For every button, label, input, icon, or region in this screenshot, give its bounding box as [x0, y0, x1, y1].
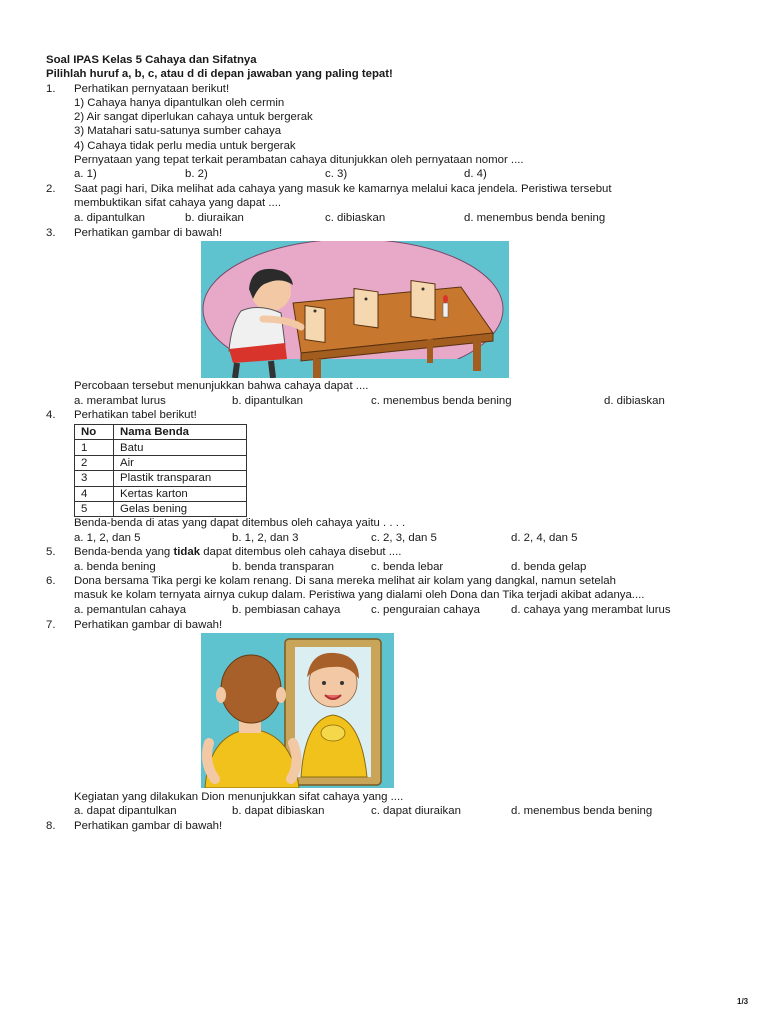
q2-option-a: a. dipantulkan [74, 212, 145, 224]
q4-option-d: d. 2, 4, dan 5 [511, 532, 578, 544]
q7-option-b: b. dapat dibiaskan [232, 805, 325, 817]
objects-table [74, 424, 247, 517]
q4-option-c: c. 2, 3, dan 5 [371, 532, 437, 544]
q5-text-after: dapat ditembus oleh cahaya disebut .... [200, 546, 402, 558]
q6-option-b: b. pembiasan cahaya [232, 604, 341, 616]
table-row [75, 486, 247, 501]
q2-text: membuktikan sifat cahaya yang dapat .... [74, 197, 282, 209]
q5-text-bold: tidak [173, 546, 201, 558]
q4-text: Perhatikan tabel berikut! [74, 409, 197, 421]
table-row [75, 455, 247, 470]
q2-option-b: b. diuraikan [185, 212, 244, 224]
q5-text-before: Benda-benda yang [74, 546, 174, 558]
table-header-row [75, 425, 247, 440]
q1-statement: 4) Cahaya tidak perlu media untuk bergerak [74, 140, 296, 152]
q7-question: Kegiatan yang dilakukan Dion menunjukkan sifat cahaya yang .... [74, 791, 404, 803]
table-cell-no: 1 [75, 440, 114, 455]
table-row [75, 440, 247, 455]
q1-statement: 3) Matahari satu-satunya sumber cahaya [74, 125, 282, 137]
table-cell-name: Kertas karton [114, 486, 247, 501]
table-cell-name: Batu [114, 440, 247, 455]
q6-option-a: a. pemantulan cahaya [74, 604, 187, 616]
table-cell-no: 5 [75, 501, 114, 516]
table-cell-no: 3 [75, 471, 114, 486]
q6-number: 6. [46, 575, 56, 587]
q7-figure [201, 633, 394, 788]
q4-number: 4. [46, 409, 56, 421]
q2-option-d: d. menembus benda bening [464, 212, 606, 224]
q1-option-b: b. 2) [185, 168, 208, 180]
q3-figure [201, 241, 509, 378]
q1-option-c: c. 3) [325, 168, 348, 180]
q4-option-a: a. 1, 2, dan 5 [74, 532, 141, 544]
table-cell-name: Gelas bening [114, 501, 247, 516]
table-header-name: Nama Benda [114, 425, 247, 440]
table-cell-no: 4 [75, 486, 114, 501]
q5-option-d: d. benda gelap [511, 561, 587, 573]
q1-question: Pernyataan yang tepat terkait perambatan cahaya ditunjukkan oleh pernyataan nomor .... [74, 154, 524, 166]
q5-option-b: b. benda transparan [232, 561, 334, 573]
q1-text: Perhatikan pernyataan berikut! [74, 83, 230, 95]
page-title: Soal IPAS Kelas 5 Cahaya dan Sifatnya [46, 54, 257, 66]
q3-option-a: a. merambat lurus [74, 395, 166, 407]
q3-option-d: d. dibiaskan [604, 395, 665, 407]
q7-option-a: a. dapat dipantulkan [74, 805, 177, 817]
q6-text: Dona bersama Tika pergi ke kolam renang. Di sana mereka melihat air kolam yang dangkal, namun setelah [74, 575, 616, 587]
q1-statement: 1) Cahaya hanya dipantulkan oleh cermin [74, 97, 285, 109]
q5-text [74, 545, 401, 559]
q5-option-a: a. benda bening [74, 561, 156, 573]
q3-text: Perhatikan gambar di bawah! [74, 227, 223, 239]
q4-option-b: b. 1, 2, dan 3 [232, 532, 299, 544]
q1-option-a: a. 1) [74, 168, 97, 180]
q8-number: 8. [46, 820, 56, 832]
table-cell-name: Plastik transparan [114, 471, 247, 486]
table-row [75, 471, 247, 486]
boy-cards-illustration [201, 241, 509, 378]
q3-option-b: b. dipantulkan [232, 395, 303, 407]
q4-question: Benda-benda di atas yang dapat ditembus oleh cahaya yaitu . . . . [74, 517, 406, 529]
q5-number: 5. [46, 546, 56, 558]
q3-question: Percobaan tersebut menunjukkan bahwa cahaya dapat .... [74, 380, 369, 392]
q7-option-c: c. dapat diuraikan [371, 805, 461, 817]
q1-option-d: d. 4) [464, 168, 487, 180]
table-cell-no: 2 [75, 455, 114, 470]
table-row [75, 501, 247, 516]
instruction: Pilihlah huruf a, b, c, atau d di depan jawaban yang paling tepat! [46, 68, 393, 80]
q7-text: Perhatikan gambar di bawah! [74, 619, 223, 631]
q2-text: Saat pagi hari, Dika melihat ada cahaya yang masuk ke kamarnya melalui kaca jendela. Peristiwa tersebut [74, 183, 612, 195]
q2-number: 2. [46, 183, 56, 195]
q6-option-c: c. penguraian cahaya [371, 604, 480, 616]
q8-text: Perhatikan gambar di bawah! [74, 820, 223, 832]
q1-number: 1. [46, 83, 56, 95]
q5-option-c: c. benda lebar [371, 561, 444, 573]
q6-option-d: d. cahaya yang merambat lurus [511, 604, 671, 616]
q7-option-d: d. menembus benda bening [511, 805, 653, 817]
q2-option-c: c. dibiaskan [325, 212, 386, 224]
q7-number: 7. [46, 619, 56, 631]
page-number: 1/3 [737, 997, 749, 1006]
q3-option-c: c. menembus benda bening [371, 395, 512, 407]
table-header-no: No [75, 425, 114, 440]
q3-number: 3. [46, 227, 56, 239]
q1-statement: 2) Air sangat diperlukan cahaya untuk bergerak [74, 111, 313, 123]
q6-text: masuk ke kolam ternyata airnya cukup dalam. Peristiwa yang dialami oleh Dona dan Tika terjadi akibat adanya.... [74, 589, 645, 601]
table-cell-name: Air [114, 455, 247, 470]
boy-mirror-illustration [201, 633, 394, 788]
